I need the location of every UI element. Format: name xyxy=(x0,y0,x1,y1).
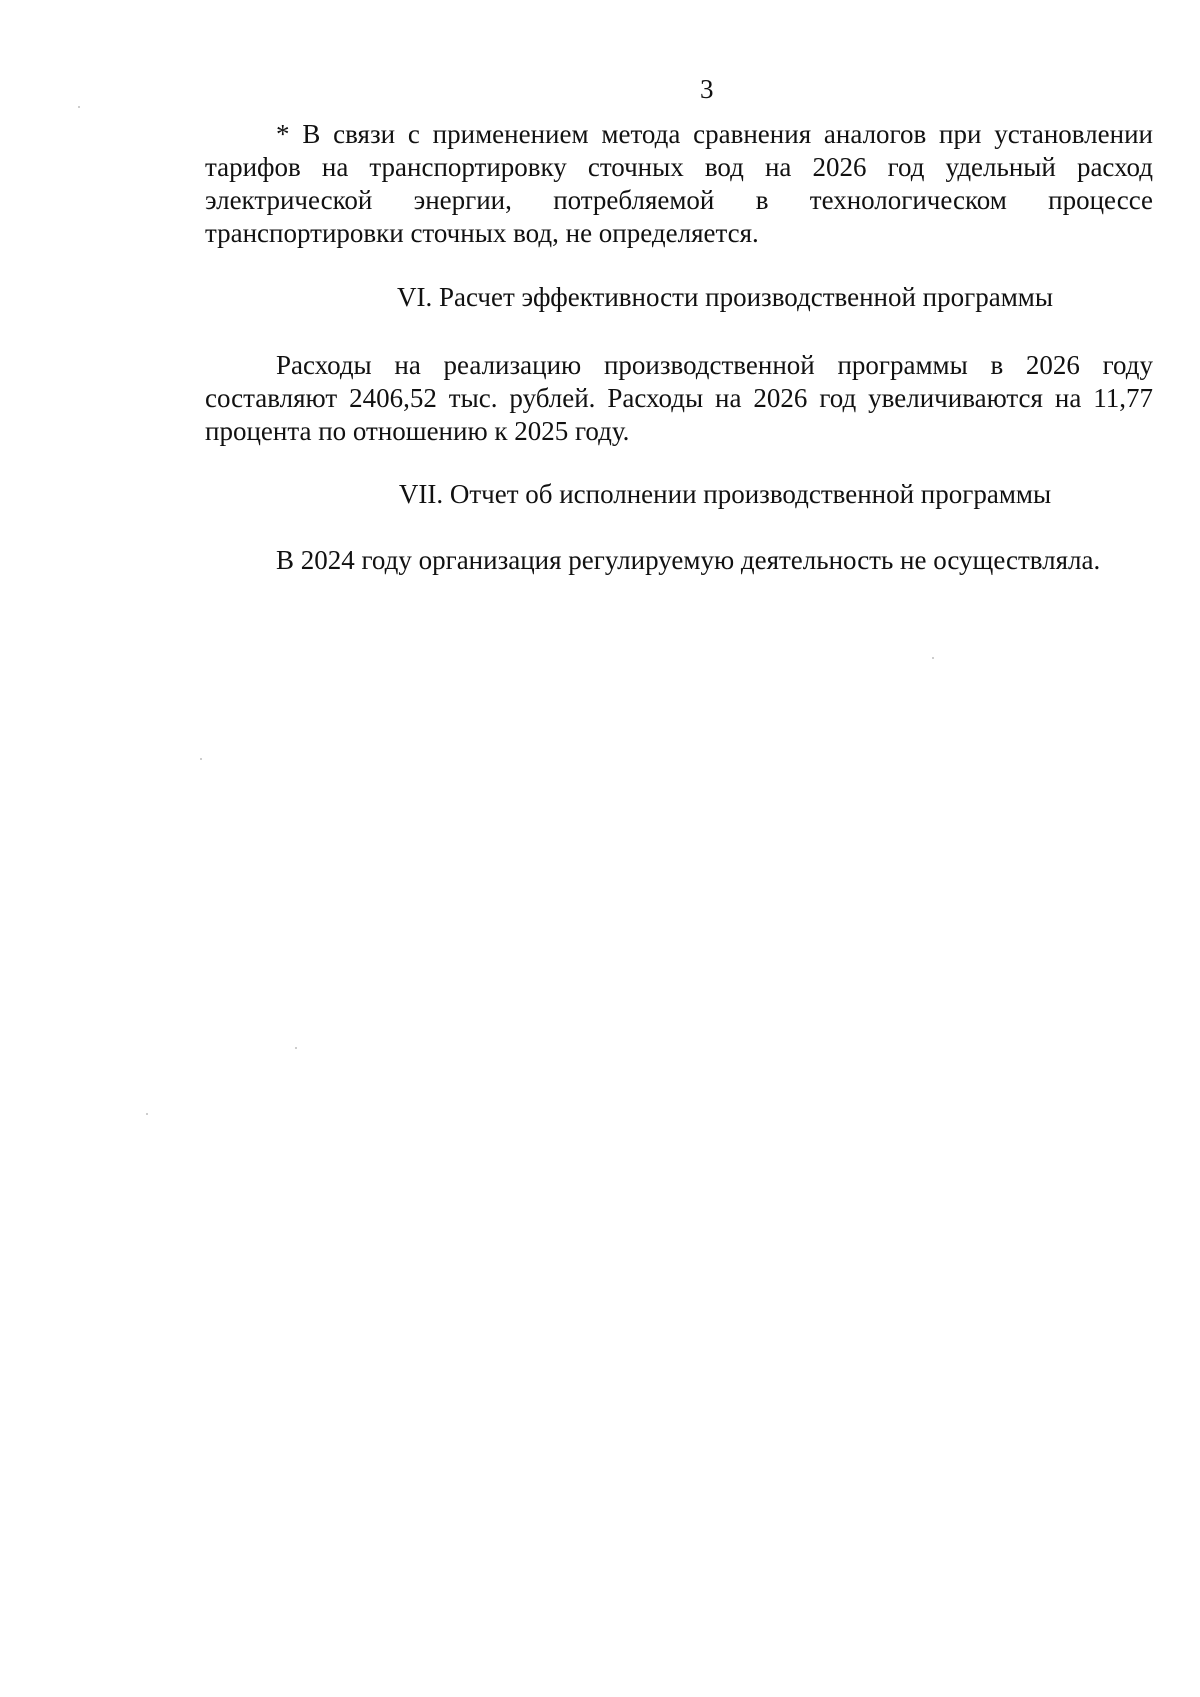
footnote-text: * В связи с применением метода сравнения аналогов при установлении тарифов на транспортировку сточных вод на 2026 год удельный расход электрической энергии, потребляемой в технологическом процессе транспортировки сточных вод, не определяется. xyxy=(205,119,1153,248)
section-vi-heading-block xyxy=(205,281,1153,314)
section-vi-text: Расходы на реализацию производственной программы в 2026 году составляют 2406,52 тыс. рублей. Расходы на 2026 год увеличиваются на 11,77 процента по отношению к 2025 году. xyxy=(205,350,1153,446)
section-vii-paragraph xyxy=(205,544,1153,577)
footnote-paragraph xyxy=(205,118,1153,250)
section-vii-text: В 2024 году организация регулируемую деятельность не осуществляла. xyxy=(276,545,1101,575)
scan-speck xyxy=(78,106,80,108)
section-vii-heading-block xyxy=(205,478,1153,511)
page-number: 3 xyxy=(700,74,714,104)
section-vii-heading: VII. Отчет об исполнении производственной программы xyxy=(398,479,1052,509)
section-vi-heading: VI. Расчет эффективности производственной программы xyxy=(396,282,1053,312)
scan-speck xyxy=(932,657,934,659)
scan-speck xyxy=(295,1047,297,1049)
scan-speck xyxy=(146,1113,148,1115)
section-vi-paragraph xyxy=(205,349,1153,448)
scan-speck xyxy=(200,758,202,760)
